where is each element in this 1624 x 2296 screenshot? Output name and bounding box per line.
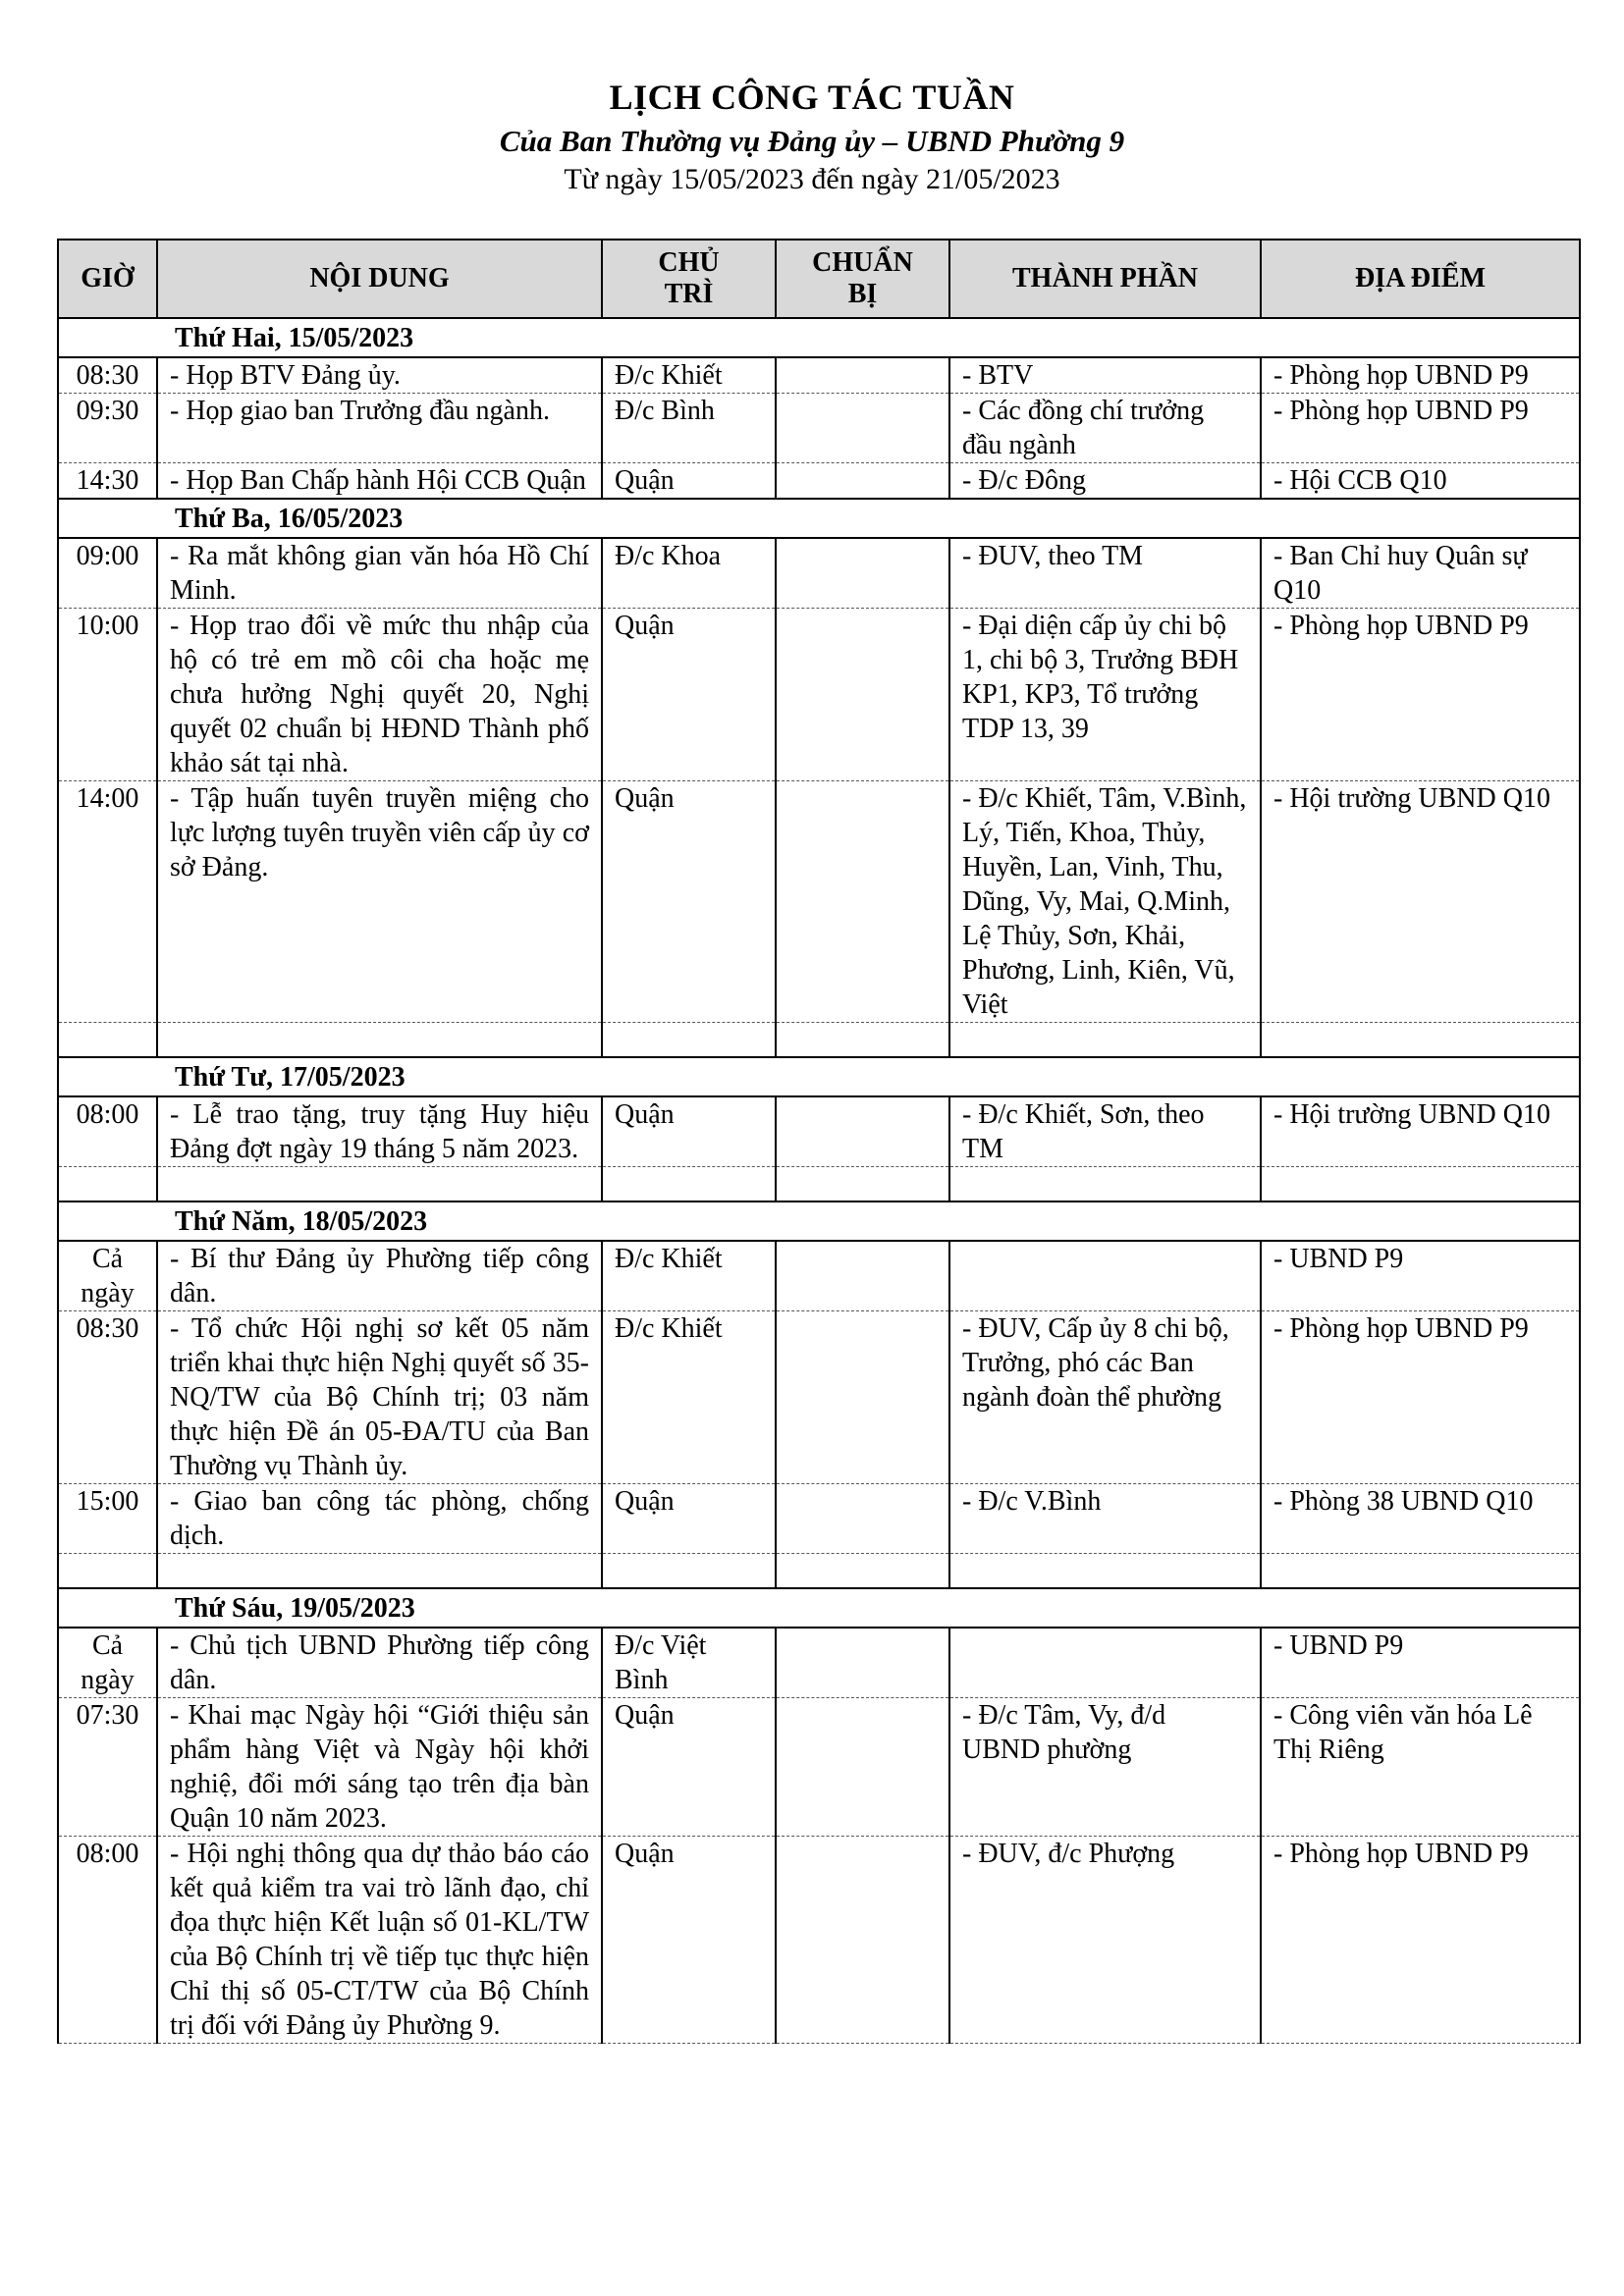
cell-prep — [776, 1628, 949, 1698]
cell-chair: Quận — [602, 609, 776, 781]
table-header-row — [58, 240, 1580, 318]
cell-content: - Chủ tịch UBND Phường tiếp công dân. — [157, 1628, 602, 1698]
day-label: Thứ Tư, 17/05/2023 — [58, 1057, 1580, 1096]
cell-location: - Phòng họp UBND P9 — [1261, 609, 1580, 781]
table-row — [58, 609, 1580, 781]
cell-location: - Hội trường UBND Q10 — [1261, 1096, 1580, 1167]
cell-chair — [602, 1554, 776, 1589]
cell-content: - Tập huấn tuyên truyền miệng cho lực lượng tuyên truyền viên cấp ủy cơ sở Đảng. — [157, 781, 602, 1023]
cell-location: - Phòng 38 UBND Q10 — [1261, 1484, 1580, 1554]
cell-time: 08:00 — [58, 1837, 157, 2044]
cell-location — [1261, 1554, 1580, 1589]
cell-content: - Họp trao đổi về mức thu nhập của hộ có trẻ em mồ côi cha hoặc mẹ chưa hưởng Nghị quyết 20, Nghị quyết 02 chuẩn bị HĐND Thành phố khảo sát tại nhà. — [157, 609, 602, 781]
cell-time: 14:30 — [58, 463, 157, 500]
cell-chair — [602, 1023, 776, 1058]
col-header-content: NỘI DUNG — [157, 240, 602, 318]
cell-content: - Họp BTV Đảng ủy. — [157, 357, 602, 394]
day-label: Thứ Hai, 15/05/2023 — [58, 318, 1580, 357]
cell-time: 07:30 — [58, 1698, 157, 1837]
cell-prep — [776, 781, 949, 1023]
cell-members — [949, 1554, 1261, 1589]
cell-location: - Công viên văn hóa Lê Thị Riêng — [1261, 1698, 1580, 1837]
cell-members: - ĐUV, đ/c Phượng — [949, 1837, 1261, 2044]
cell-prep — [776, 463, 949, 500]
cell-content: - Tổ chức Hội nghị sơ kết 05 năm triển khai thực hiện Nghị quyết số 35-NQ/TW của Bộ Chính trị; 03 năm thực hiện Đề án 05-ĐA/TU của Ban Thường vụ Thành ủy. — [157, 1311, 602, 1484]
cell-content: - Ra mắt không gian văn hóa Hồ Chí Minh. — [157, 538, 602, 609]
table-row — [58, 1837, 1580, 2044]
table-row-empty — [58, 1554, 1580, 1589]
cell-time: Cả ngày — [58, 1241, 157, 1311]
table-row — [58, 1698, 1580, 1837]
cell-chair: Đ/c Khiết — [602, 1241, 776, 1311]
table-row — [58, 1628, 1580, 1698]
cell-location — [1261, 1167, 1580, 1202]
cell-prep — [776, 609, 949, 781]
cell-chair: Quận — [602, 781, 776, 1023]
cell-time — [58, 1554, 157, 1589]
cell-prep — [776, 1837, 949, 2044]
cell-prep — [776, 538, 949, 609]
page-title: LỊCH CÔNG TÁC TUẦN — [609, 78, 1015, 117]
cell-time: 15:00 — [58, 1484, 157, 1554]
cell-content: - Họp Ban Chấp hành Hội CCB Quận — [157, 463, 602, 500]
cell-time: 09:00 — [58, 538, 157, 609]
cell-chair — [602, 1167, 776, 1202]
cell-time — [58, 1023, 157, 1058]
table-row — [58, 394, 1580, 463]
table-row-empty — [58, 1167, 1580, 1202]
page-subtitle: Của Ban Thường vụ Đảng ủy – UBND Phường 9 — [499, 124, 1125, 158]
table-row — [58, 463, 1580, 500]
cell-location: - Hội CCB Q10 — [1261, 463, 1580, 500]
col-header-location: ĐỊA ĐIỂM — [1261, 240, 1580, 318]
cell-prep — [776, 394, 949, 463]
col-header-chair — [602, 240, 776, 318]
cell-members — [949, 1023, 1261, 1058]
date-range: Từ ngày 15/05/2023 đến ngày 21/05/2023 — [564, 163, 1060, 195]
cell-location: - UBND P9 — [1261, 1628, 1580, 1698]
cell-location: - Phòng họp UBND P9 — [1261, 1311, 1580, 1484]
cell-time: 09:30 — [58, 394, 157, 463]
table-row — [58, 1311, 1580, 1484]
cell-content: - Khai mạc Ngày hội “Giới thiệu sản phẩm hàng Việt và Ngày hội khởi nghiệ, đổi mới sáng tạo trên địa bàn Quận 10 năm 2023. — [157, 1698, 602, 1837]
cell-chair: Quận — [602, 1698, 776, 1837]
cell-location: - Ban Chỉ huy Quân sự Q10 — [1261, 538, 1580, 609]
cell-members: - ĐUV, Cấp ủy 8 chi bộ, Trưởng, phó các Ban ngành đoàn thể phường — [949, 1311, 1261, 1484]
cell-chair: Đ/c Việt Bình — [602, 1628, 776, 1698]
cell-content: - Lễ trao tặng, truy tặng Huy hiệu Đảng đợt ngày 19 tháng 5 năm 2023. — [157, 1096, 602, 1167]
cell-chair: Đ/c Khiết — [602, 357, 776, 394]
cell-members: - Đ/c Tâm, Vy, đ/d UBND phường — [949, 1698, 1261, 1837]
table-row — [58, 1096, 1580, 1167]
table-row — [58, 357, 1580, 394]
col-header-prep-line2: BỊ — [847, 279, 878, 309]
cell-time: Cả ngày — [58, 1628, 157, 1698]
cell-chair: Quận — [602, 1484, 776, 1554]
cell-time: 14:00 — [58, 781, 157, 1023]
cell-time: 08:30 — [58, 357, 157, 394]
table-row-empty — [58, 1023, 1580, 1058]
cell-prep — [776, 1167, 949, 1202]
table-row — [58, 1484, 1580, 1554]
table-row — [58, 538, 1580, 609]
cell-time — [58, 1167, 157, 1202]
cell-members — [949, 1241, 1261, 1311]
schedule-table — [57, 239, 1581, 2044]
day-header-row — [58, 318, 1580, 357]
col-header-chair-line1: CHỦ — [658, 247, 720, 278]
cell-location — [1261, 1023, 1580, 1058]
cell-location: - Phòng họp UBND P9 — [1261, 357, 1580, 394]
day-label: Thứ Ba, 16/05/2023 — [58, 499, 1580, 538]
col-header-time: GIỜ — [58, 240, 157, 318]
cell-members: - Đại diện cấp ủy chi bộ 1, chi bộ 3, Trưởng BĐH KP1, KP3, Tổ trưởng TDP 13, 39 — [949, 609, 1261, 781]
cell-location: - Hội trường UBND Q10 — [1261, 781, 1580, 1023]
day-header-row — [58, 1201, 1580, 1241]
cell-prep — [776, 1241, 949, 1311]
cell-members: - Đ/c Đông — [949, 463, 1261, 500]
table-row — [58, 781, 1580, 1023]
cell-prep — [776, 1311, 949, 1484]
cell-prep — [776, 1096, 949, 1167]
cell-location: - Phòng họp UBND P9 — [1261, 394, 1580, 463]
cell-chair: Quận — [602, 1096, 776, 1167]
cell-members: - Đ/c Khiết, Tâm, V.Bình, Lý, Tiến, Khoa, Thủy, Huyền, Lan, Vinh, Thu, Dũng, Vy, Mai, Q.Minh, Lệ Thủy, Sơn, Khải, Phương, Linh, Kiên, Vũ, Việt — [949, 781, 1261, 1023]
cell-prep — [776, 1698, 949, 1837]
day-label: Thứ Năm, 18/05/2023 — [58, 1201, 1580, 1241]
cell-members — [949, 1167, 1261, 1202]
col-header-prep-line1: CHUẨN — [812, 247, 913, 278]
cell-prep — [776, 1554, 949, 1589]
day-label: Thứ Sáu, 19/05/2023 — [58, 1588, 1580, 1628]
cell-members: - BTV — [949, 357, 1261, 394]
cell-content — [157, 1023, 602, 1058]
cell-location: - Phòng họp UBND P9 — [1261, 1837, 1580, 2044]
cell-content: - Họp giao ban Trưởng đầu ngành. — [157, 394, 602, 463]
cell-prep — [776, 357, 949, 394]
cell-time: 08:30 — [58, 1311, 157, 1484]
cell-chair: Đ/c Khoa — [602, 538, 776, 609]
day-header-row — [58, 1057, 1580, 1096]
cell-content: - Giao ban công tác phòng, chống dịch. — [157, 1484, 602, 1554]
cell-prep — [776, 1484, 949, 1554]
cell-location: - UBND P9 — [1261, 1241, 1580, 1311]
cell-members: - Đ/c Khiết, Sơn, theo TM — [949, 1096, 1261, 1167]
cell-content — [157, 1554, 602, 1589]
col-header-prep — [776, 240, 949, 318]
day-header-row — [58, 1588, 1580, 1628]
day-header-row — [58, 499, 1580, 538]
cell-content: - Bí thư Đảng ủy Phường tiếp công dân. — [157, 1241, 602, 1311]
cell-chair: Đ/c Bình — [602, 394, 776, 463]
cell-members: - Các đồng chí trưởng đầu ngành — [949, 394, 1261, 463]
col-header-chair-line2: TRÌ — [664, 279, 714, 309]
cell-members — [949, 1628, 1261, 1698]
cell-time: 08:00 — [58, 1096, 157, 1167]
cell-time: 10:00 — [58, 609, 157, 781]
cell-members: - Đ/c V.Bình — [949, 1484, 1261, 1554]
cell-chair: Quận — [602, 1837, 776, 2044]
cell-members: - ĐUV, theo TM — [949, 538, 1261, 609]
cell-prep — [776, 1023, 949, 1058]
cell-content — [157, 1167, 602, 1202]
col-header-members: THÀNH PHẦN — [949, 240, 1261, 318]
cell-chair: Đ/c Khiết — [602, 1311, 776, 1484]
cell-content: - Hội nghị thông qua dự thảo báo cáo kết quả kiểm tra vai trò lãnh đạo, chỉ đọa thực hiện Kết luận số 01-KL/TW của Bộ Chính trị về tiếp tục thực hiện Chỉ thị số 05-CT/TW của Bộ Chính trị đối với Đảng ủy Phường 9. — [157, 1837, 602, 2044]
table-row — [58, 1241, 1580, 1311]
cell-chair: Quận — [602, 463, 776, 500]
